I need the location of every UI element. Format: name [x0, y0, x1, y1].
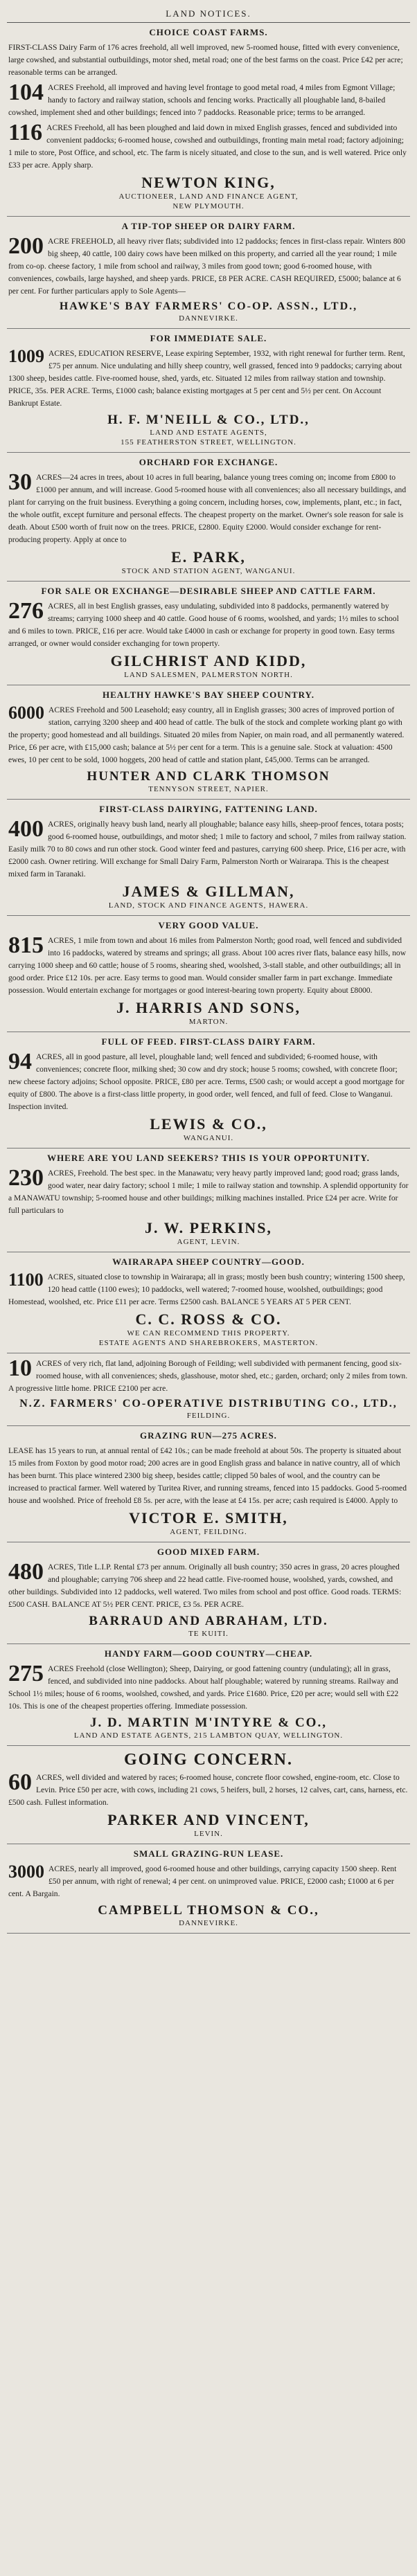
- agent-name: CAMPBELL THOMSON & CO.,: [98, 1903, 319, 1918]
- agent-address: DANNEVIRKE.: [179, 1919, 238, 1927]
- property-listing: [8, 1357, 409, 1394]
- advertisement: [7, 1644, 410, 1746]
- land-notices-page: [7, 7, 410, 2562]
- agent-address: LAND, STOCK AND FINANCE AGENTS, HAWERA.: [108, 901, 309, 910]
- agent-address: TE KUITI.: [188, 1630, 229, 1638]
- property-listing: [8, 1771, 409, 1808]
- ad-title: HANDY FARM—GOOD COUNTRY—CHEAP.: [104, 1648, 313, 1659]
- advertisement: [7, 916, 410, 1032]
- ad-title: WAIRARAPA SHEEP COUNTRY—GOOD.: [112, 1257, 305, 1267]
- agent-address: LEVIN.: [194, 1830, 223, 1838]
- acreage-number: 1100: [8, 1270, 44, 1290]
- agent-name: GILCHRIST AND KIDD,: [110, 652, 307, 669]
- ad-title: VERY GOOD VALUE.: [158, 920, 259, 930]
- property-listing: [8, 1270, 409, 1308]
- ad-title: WHERE ARE YOU LAND SEEKERS? THIS IS YOUR OPPORTUNITY.: [47, 1153, 370, 1163]
- acreage-number: 230: [8, 1165, 44, 1191]
- agent-address: LAND AND ESTATE AGENTS, 215 LAMBTON QUAY, WELLINGTON.: [73, 1731, 344, 1740]
- agent-address: 155 FEATHERSTON STREET, WELLINGTON.: [121, 438, 296, 447]
- agent-address: WANGANUI.: [183, 1134, 234, 1142]
- ad-title: FIRST-CLASS DAIRYING, FATTENING LAND.: [99, 804, 318, 814]
- property-listing: [8, 934, 409, 996]
- listing-text: ACRES Freehold and 500 Leasehold; easy country, all in English grasses; 300 acres of improved portion of station, carrying 3200 sheep and 400 head of cattle. The bulk of the stock and complete working plant go with the property; good homestead and all buildings. Situated 20 miles from Napier, on main road, and all permanently watered. Price, £6 per acre, with £15,000 cash; balance at 5½ per cent for a term. This is a genuine sale. Stock at valuation: 4500 ewes, 10 per cent to be sold, 1000 hoggets, 200 head of cattle and station plant, £45,000. Terms can be arranged.: [8, 705, 405, 764]
- advertisement: [7, 1149, 410, 1252]
- agent-address: FEILDING.: [186, 1412, 231, 1420]
- agent-address: TENNYSON STREET, NAPIER.: [148, 785, 269, 793]
- acreage-number: 3000: [8, 1862, 44, 1882]
- advertisement: [7, 1032, 410, 1149]
- listing-text: ACRES, all in good pasture, all level, ploughable land; well fenced and subdivided; 6-roomed house, with conveniences; concrete floor, milking shed; 30 cow and dry stock; house 5 rooms; cowshed, with concrete floor; new cheese factory adjoins; School opposite. PRICE, £80 per acre. Terms, £500 cash; or would accept a good mortgage for equity of £800. The above is a first-class little property, in good order, well fenced, and full of feed. Close to Wanganui. Inspection invited.: [8, 1052, 405, 1111]
- agent-address: MARTON.: [188, 1018, 229, 1026]
- ad-title: GOOD MIXED FARM.: [157, 1547, 260, 1557]
- advertisement: [7, 685, 410, 800]
- property-listing: [8, 41, 409, 78]
- agent-name: E. PARK,: [171, 548, 246, 566]
- listing-text: ACRES, Freehold. The best spec. in the Manawatu; very heavy partly improved land; good road; grass lands, good water, near dairy factory; school 1 mile; 1 mile to railway station and township. A splendid opportunity for a MANAWATU township; 5-roomed house and other buildings; milking machines installed. Price £24 per acre. Write for full particulars to: [8, 1169, 409, 1215]
- acreage-number: 6000: [8, 703, 44, 723]
- agent-name: C. C. ROSS & CO.: [135, 1310, 282, 1328]
- listing-text: ACRES, EDUCATION RESERVE, Lease expiring September, 1932, with right renewal for further term. Rent, £75 per annum. Nice undulating and hilly sheep country, well grassed, fenced into 9 paddocks; carrying about 1300 sheep, besides cattle. Five-roomed house, shed, yards, etc. Situated 12 miles from railway station and township. PRICE, 35s. PER ACRE. Terms, £1000 cash; balance existing mortgages at 5 per cent and 5½ per cent. On Account Bankrupt Estate.: [8, 349, 405, 408]
- agent-name: J. HARRIS AND SONS,: [116, 999, 301, 1016]
- agent-name: JAMES & GILLMAN,: [122, 883, 295, 900]
- listing-text: ACRES Freehold (close Wellington); Sheep, Dairying, or good fattening country (undulating); all in grass, fenced, and subdivided into nine paddocks. About half ploughable; watered by running streams. Railway and School 1½ miles; house of 6 rooms, woolshed, cowshed, and yards. Price £1680. Price, £20 per acre; would sell with £22 10s. This is one of the cheapest properties offering. Immediate possession.: [8, 1664, 399, 1711]
- property-listing: [8, 471, 409, 546]
- ads-column: [7, 23, 410, 1934]
- listing-text: ACRES, well divided and watered by races; 6-roomed house, concrete floor cowshed, engine-room, etc. Close to Levin. Price £50 per acre, with cows, including 21 cows, 5 heifers, bull, 2 horses, 12 calves, cart, cans, harness, etc. £500 cash. Fullest information.: [8, 1773, 408, 1807]
- property-listing: [8, 81, 409, 118]
- listing-text: LEASE has 15 years to run, at annual rental of £42 10s.; can be made freehold at about 50s. The property is situated about 15 miles from Foxton by good motor road; 200 acres are in good English grass and balance in native country, all of which has been burnt. This place wintered 2300 big sheep, besides cattle; clipped 50 bales of wool, and the country can be increased to practical farmer. Well watered by Turitea River, and running streams, fenced into 15 paddocks. Good 5-roomed house and woolshed. Price of freehold £8 5s. per acre, with the lease at £4 15s. per acre; cash required is £4000. Apply to: [8, 1446, 407, 1505]
- acreage-number: 480: [8, 1559, 44, 1585]
- property-listing: [8, 235, 409, 297]
- listing-text: ACRES Freehold, all has been ploughed and laid down in mixed English grasses, fenced and subdivided into convenient paddocks; 6-roomed house, cowshed and outbuildings, fronting main metal road; factory adjoining; 1 mile to store, Post Office, and school, etc. The farm is nicely situated, and close to the sun, and is well watered. Price only £33 per acre. Apply sharp.: [8, 123, 407, 170]
- agent-name: H. F. M'NEILL & CO., LTD.,: [107, 413, 310, 427]
- listing-text: ACRES, Title L.I.P. Rental £73 per annum. Originally all bush country; 350 acres in grass, 20 acres ploughed and ploughable; carrying 706 sheep and 22 head cattle. Five-roomed house, woolshed, yards, cowshed, and other buildings. Subdivided into 12 paddocks, well watered. Two miles from school and post office. Good roads. TERMS: £500 CASH. BALANCE AT 5½ PER CENT. PRICE, £3 5s. PER ACRE.: [8, 1562, 402, 1609]
- agent-address: ESTATE AGENTS AND SHAREBROKERS, MASTERTON.: [98, 1339, 319, 1347]
- property-listing: [8, 1662, 409, 1712]
- ad-title: SMALL GRAZING-RUN LEASE.: [133, 1848, 284, 1859]
- advertisement: [7, 329, 410, 453]
- property-listing: [8, 1050, 409, 1113]
- acreage-number: 1009: [8, 346, 44, 366]
- ad-title: A TIP-TOP SHEEP OR DAIRY FARM.: [121, 221, 296, 231]
- acreage-number: 60: [8, 1769, 32, 1795]
- ad-headline: GOING CONCERN.: [123, 1751, 293, 1769]
- advertisement: [7, 217, 410, 329]
- ad-title: ORCHARD FOR EXCHANGE.: [139, 457, 278, 467]
- acreage-number: 200: [8, 233, 44, 259]
- agent-name: HUNTER AND CLARK THOMSON: [87, 769, 330, 784]
- agent-address: AUCTIONEER, LAND AND FINANCE AGENT,: [118, 192, 299, 201]
- acreage-number: 276: [8, 598, 44, 624]
- agent-name: VICTOR E. SMITH,: [129, 1509, 288, 1526]
- listing-text: ACRES of very rich, flat land, adjoining Borough of Feilding; well subdivided with permanent fencing, good six-roomed house, with all conveniences; sheds, glasshouse, motor shed, etc.; garden, orchard; only 2 miles from town. A progressive little home. PRICE £2100 per acre.: [8, 1359, 408, 1393]
- listing-text: ACRE FREEHOLD, all heavy river flats; subdivided into 12 paddocks; fences in first-class repair. Winters 800 big sheep, 40 cattle, 100 dairy cows have been milked on this property, and carried all the year round; 1 mile from co-op. cheese factory, 1 mile from school and railway, 3 miles from good town; good 6-roomed house, with conveniences, cowbails, large hayshed, and sheep yards. PRICE, £8 PER ACRE. CASH REQUIRED, £5000; balance at 6 per cent. For further particulars apply to Sole Agents—: [8, 237, 406, 296]
- property-listing: [8, 121, 409, 171]
- ad-title: CHOICE COAST FARMS.: [149, 27, 268, 37]
- advertisement: [7, 1746, 410, 1844]
- advertisement: [7, 1353, 410, 1426]
- listing-text: ACRES, originally heavy bush land, nearly all ploughable; balance easy hills, sheep-proof fences, totara posts; good 6-roomed house, outbuildings, and motor shed; 1 mile to factory and school, 7 miles from railway station. Easily milk 70 to 80 cows and run other stock. Good winter feed and pastures, carrying 600 sheep. Price, £16 per acre, with £2000 cash. Owner retiring. Will exchange for Small Dairy Farm, Palmerston North or Wairarapa. This is the cheapest mixed farm in Taranaki.: [8, 820, 407, 879]
- agent-name: N.Z. FARMERS' CO-OPERATIVE DISTRIBUTING CO., LTD.,: [19, 1398, 398, 1409]
- listing-text: ACRES, 1 mile from town and about 16 miles from Palmerston North; good road, well fenced and subdivided into 16 paddocks, watered by streams and springs; all grass. About 100 acres river flats, balance easy hills, now carrying 1000 sheep and 60 cattle; house of 5 rooms, shearing shed, woolshed, 3-stall stable, and other outbuildings; all in good order. Price £12 10s. per acre. Easy terms to good man. Would consider smaller farm in part exchange. Immediate possession. Would entertain exchange for mortgages or good interest-bearing town property. Equity about £8000.: [8, 936, 407, 995]
- property-listing: [8, 600, 409, 649]
- acreage-number: 275: [8, 1661, 44, 1686]
- acreage-number: 10: [8, 1355, 32, 1381]
- advertisement: [7, 800, 410, 916]
- property-listing: [8, 1167, 409, 1216]
- listing-text: ACRES, all in best English grasses, easy undulating, subdivided into 8 paddocks, permanently watered by streams; carrying 1000 sheep and 40 cattle. Good house of 6 rooms, woolshed, and yards; 1½ miles to school and 6 miles to town. PRICE, £16 per acre. Would take £4000 in cash or exchange for property in good town. Easy terms arranged, or owner would consider exchanging for town property.: [8, 602, 399, 648]
- agent-address: STOCK AND STATION AGENT, WANGANUI.: [121, 567, 296, 575]
- property-listing: [8, 818, 409, 880]
- agent-address: LAND SALESMEN, PALMERSTON NORTH.: [124, 671, 293, 679]
- ad-title: FOR IMMEDIATE SALE.: [150, 333, 267, 343]
- advertisement: [7, 1252, 410, 1353]
- agent-address: AGENT, FEILDING.: [170, 1528, 247, 1536]
- listing-text: FIRST-CLASS Dairy Farm of 176 acres freehold, all well improved, new 5-roomed house, fitted with every convenience, large cowshed, and substantial outbuildings, motor shed, metal road; one of the best farms on the coast. Price £42 per acre; reasonable terms can be arranged.: [8, 43, 403, 77]
- listing-text: ACRES, situated close to township in Wairarapa; all in grass; mostly been bush country; wintering 1500 sheep, 120 head cattle (1100 ewes); 10 paddocks, well watered; 7-roomed house, woolshed, outbuildings; good Homestead, woolshed, etc. Price £11 per acre. Terms £2500 cash. BALANCE 5 YEARS AT 5 PER CENT.: [8, 1272, 405, 1306]
- advertisement: [7, 1542, 410, 1644]
- agent-name: J. D. MARTIN M'INTYRE & CO.,: [90, 1715, 327, 1730]
- agent-name: NEWTON KING,: [141, 174, 276, 191]
- property-listing: [8, 1862, 409, 1900]
- acreage-number: 30: [8, 469, 32, 495]
- agent-address: LAND AND ESTATE AGENTS,: [150, 429, 267, 437]
- agent-name: LEWIS & CO.,: [150, 1115, 267, 1133]
- advertisement: [7, 1844, 410, 1934]
- property-listing: [8, 703, 409, 766]
- listing-text: ACRES Freehold, all improved and having level frontage to good metal road, 4 miles from Egmont Village; handy to factory and railway station, schools and fencing works. Practically all ploughable land, 8-bailed cowshed, implement shed and other buildings; fenced into 7 paddocks. Reasonable price; terms to be arranged.: [8, 83, 396, 117]
- listing-text: ACRES—24 acres in trees, about 10 acres in full bearing, balance young trees coming on; income from £800 to £1000 per annum, and will increase. Good 5-roomed house with all conveniences; also all necessary buildings, and plant for carrying on the fruit business. Everything a going concern, including horses, cow, implements, plant, etc.; in fact, the whole outfit, except furniture and personal effects. The cheapest property on the market. Owner's sole reason for sale is death. About £500 worth of fruit now on the trees. PRICE, £2800. Equity £2000. Would consider exchange for rent-producing property. Apply at once to: [8, 473, 407, 544]
- acreage-number: 400: [8, 816, 44, 842]
- agent-name: BARRAUD AND ABRAHAM, LTD.: [89, 1614, 328, 1628]
- property-listing: [8, 1560, 409, 1610]
- agent-address: DANNEVIRKE.: [179, 314, 238, 323]
- acreage-number: 104: [8, 80, 44, 105]
- ad-title: FULL OF FEED. FIRST-CLASS DAIRY FARM.: [101, 1036, 316, 1047]
- page-header: LAND NOTICES.: [7, 7, 410, 23]
- listing-text: ACRES, nearly all improved, good 6-roomed house and other buildings, carrying capacity 1500 sheep. Rent £50 per annum, with right of renewal; 4 per cent. on unimproved value. PRICE, £2000 cash; £1000 at 6 per cent. A Bargain.: [8, 1864, 397, 1898]
- acreage-number: 116: [8, 120, 43, 145]
- advertisement: [7, 23, 410, 217]
- ad-title: GRAZING RUN—275 ACRES.: [140, 1430, 277, 1441]
- acreage-number: 815: [8, 933, 44, 958]
- acreage-number: 94: [8, 1049, 32, 1074]
- agent-address: WE CAN RECOMMEND THIS PROPERTY.: [127, 1329, 290, 1337]
- advertisement: [7, 453, 410, 582]
- ad-title: FOR SALE OR EXCHANGE—DESIRABLE SHEEP AND CATTLE FARM.: [41, 586, 376, 596]
- property-listing: [8, 347, 409, 409]
- agent-name: HAWKE'S BAY FARMERS' CO-OP. ASSN., LTD.,: [59, 300, 358, 312]
- advertisement: [7, 1426, 410, 1542]
- ad-title: HEALTHY HAWKE'S BAY SHEEP COUNTRY.: [102, 690, 315, 700]
- property-listing: [8, 1444, 409, 1506]
- agent-name: J. W. PERKINS,: [145, 1219, 272, 1236]
- advertisement: [7, 582, 410, 685]
- agent-address: NEW PLYMOUTH.: [172, 202, 245, 210]
- agent-name: PARKER AND VINCENT,: [107, 1811, 310, 1828]
- agent-address: AGENT, LEVIN.: [177, 1238, 240, 1246]
